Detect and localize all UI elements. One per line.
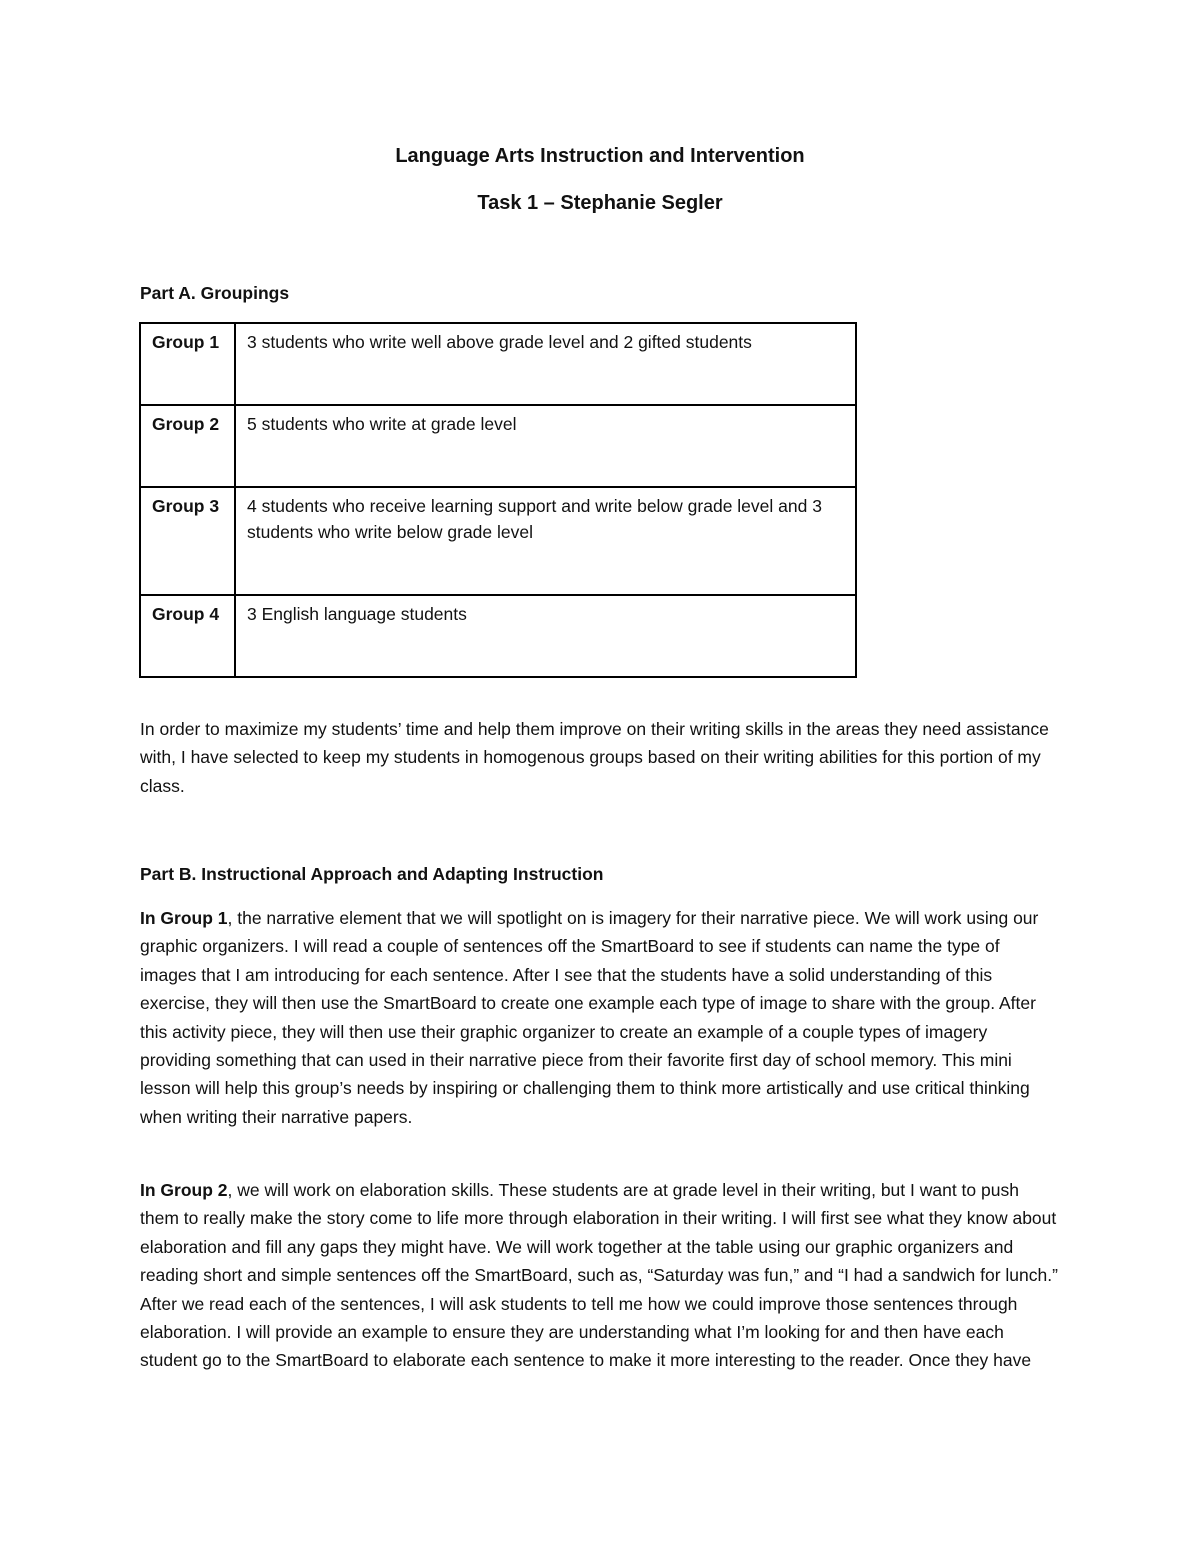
table-row (140, 487, 856, 595)
group1-text: , the narrative element that we will spotlight on is imagery for their narrative piece. We will work using our graphic organizers. I will read a couple of sentences off the SmartBoard to see if students can name the type of images that I am introducing for each sentence. After I see that the students have a solid understanding of this exercise, they will then use the SmartBoard to create one example each type of image to share with the group. After this activity piece, they will then use their graphic organizer to create an example of a couple types of imagery providing something that can used in their narrative piece from their favorite first day of school memory. This mini lesson will help this group’s needs by inspiring or challenging them to think more artistically and use critical thinking when writing their narrative papers. (140, 908, 1039, 1127)
document-title: Language Arts Instruction and Intervention (395, 145, 805, 167)
groupings-paragraph: In order to maximize my students’ time and help them improve on their writing skills in the areas they need assistance with, I have selected to keep my students in homogenous groups based on their writing abilities for this portion of my class. (140, 719, 1049, 796)
group-label: Group 3 (140, 487, 235, 595)
part-a-heading: Part A. Groupings (140, 283, 290, 303)
table-row (140, 323, 856, 405)
group-description: 4 students who receive learning support and write below grade level and 3 students who write below grade level (235, 487, 856, 595)
group2-text: , we will work on elaboration skills. These students are at grade level in their writing, but I want to push them to really make the story come to life more through elaboration in their writing. I will first see what they know about elaboration and fill any gaps they might have. We will work together at the table using our graphic organizers and reading short and simple sentences off the SmartBoard, such as, “Saturday was fun,” and “I had a sandwich for lunch.” After we read each of the sentences, I will ask students to tell me how we could improve those sentences through elaboration. I will provide an example to ensure they are understanding what I’m looking for and then have each student go to the SmartBoard to elaborate each sentence to make it more interesting to the reader. Once they have (140, 1180, 1058, 1371)
document-subtitle: Task 1 – Stephanie Segler (477, 192, 723, 214)
group-label: Group 1 (140, 323, 235, 405)
group2-lead: In Group 2 (140, 1180, 228, 1200)
group-description: 3 English language students (235, 595, 856, 677)
group-description: 5 students who write at grade level (235, 405, 856, 487)
group1-paragraph (140, 904, 1060, 1131)
group-label: Group 2 (140, 405, 235, 487)
group-label: Group 4 (140, 595, 235, 677)
groupings-table (139, 322, 857, 678)
group1-lead: In Group 1 (140, 908, 228, 928)
group-description: 3 students who write well above grade level and 2 gifted students (235, 323, 856, 405)
group2-paragraph (140, 1176, 1060, 1375)
table-row (140, 405, 856, 487)
part-b-heading: Part B. Instructional Approach and Adapting Instruction (140, 864, 604, 884)
table-row (140, 595, 856, 677)
